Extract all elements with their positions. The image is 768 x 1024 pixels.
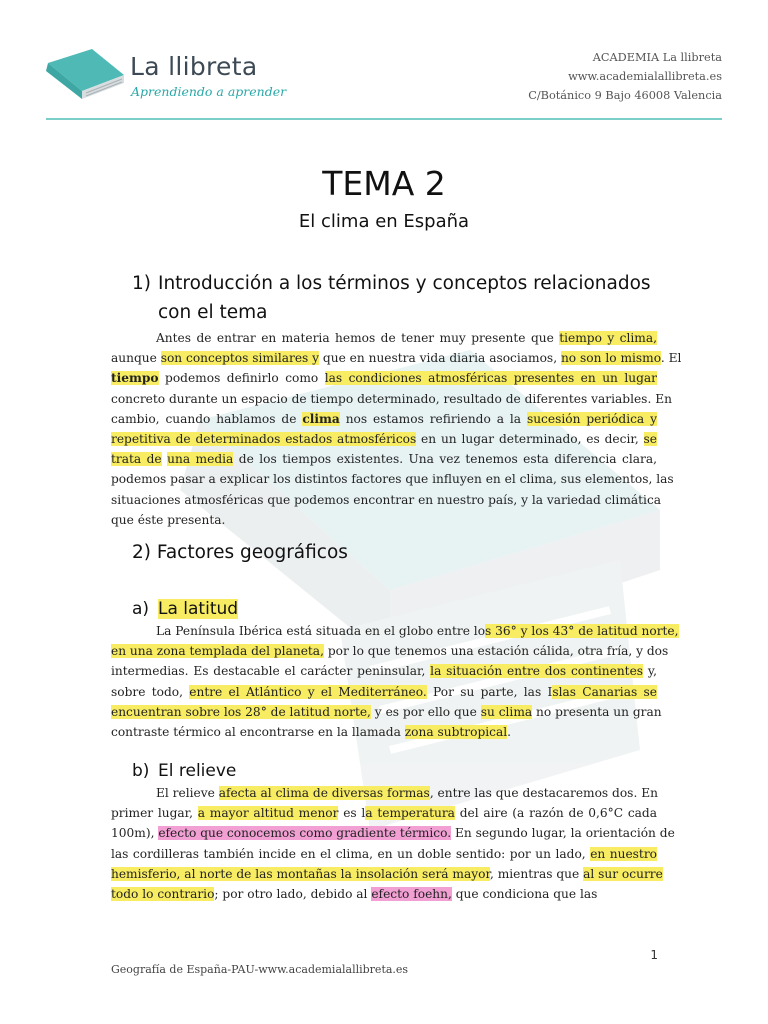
section-2-title: Factores geográficos: [156, 542, 348, 563]
highlight-yellow: a mayor altitud menor: [197, 806, 339, 821]
paragraph-line: 100m), efecto que conocemos como gradiente térmico. En segundo lugar, la orientación de: [111, 826, 675, 841]
section-1-title-line1: Introducción a los términos y conceptos relacionados: [158, 273, 651, 294]
highlight-yellow: en una zona templada del planeta,: [111, 644, 324, 659]
highlight-yellow: s 36° y los 43° de latitud norte,: [485, 624, 679, 638]
brand-slogan: Aprendiendo a aprender: [131, 84, 287, 99]
highlight-yellow: a temperatura: [365, 806, 455, 821]
paragraph-line: todo lo contrario; por otro lado, debido al efecto foehn, que condiciona que las: [111, 887, 598, 902]
page-header: [0, 0, 768, 125]
highlight-pink: efecto que conocemos como gradiente térmico.: [158, 826, 452, 841]
section-1-title-line2: con el tema: [158, 302, 268, 323]
subsection-b-label: b): [132, 761, 150, 781]
highlight-yellow: al sur ocurre: [583, 866, 663, 881]
section-2-number: 2): [132, 542, 151, 563]
highlight-yellow: trata de: [111, 452, 162, 467]
highlight-yellow: son conceptos similares y: [160, 351, 320, 366]
paragraph-line: situaciones atmosféricas que podemos encontrar en nuestro país, y la variedad climática: [111, 492, 662, 507]
paragraph-line: La Península Ibérica está situada en el globo entre los 36° y los 43° de latitud norte,: [156, 624, 679, 638]
paragraph-line: trata de una media de los tiempos existentes. Una vez tenemos esta diferencia clara,: [111, 452, 657, 467]
brand-name: La llibreta: [130, 52, 258, 81]
highlight-yellow: en nuestro: [590, 846, 657, 861]
page-title: TEMA 2: [322, 164, 446, 203]
subsection-a-title: La latitud: [158, 599, 239, 619]
highlight-yellow: tiempo: [111, 371, 159, 386]
subsection-b-heading: [132, 761, 236, 781]
highlight-yellow: todo lo contrario: [111, 887, 215, 902]
highlight-yellow: slas Canarias se: [552, 684, 657, 699]
page-footer: Geografía de España-PAU-www.academialallibreta.es: [111, 963, 409, 976]
highlight-yellow: tiempo y clima,: [559, 331, 657, 345]
paragraph-line: concreto durante un espacio de tiempo determinado, resultado de diferentes variables. En: [111, 391, 672, 406]
paragraph-line: en una zona templada del planeta, por lo que tenemos una estación cálida, otra fría, y dos: [111, 644, 669, 659]
contact-website: www.academialallibreta.es: [568, 70, 722, 83]
paragraph-line: cambio, cuando hablamos de clima nos estamos refiriendo a la sucesión periódica y: [111, 411, 657, 426]
highlight-yellow: sucesión periódica y: [526, 411, 657, 426]
paragraph-line: repetitiva de determinados estados atmosféricos en un lugar determinado, es decir, se: [111, 432, 657, 447]
header-divider: [46, 118, 722, 120]
section-1-heading: [132, 269, 672, 327]
subsection-a-heading: [132, 599, 238, 619]
highlight-yellow: repetitiva de determinados estados atmosféricos: [111, 432, 417, 447]
highlight-yellow: entre el Atlántico y el Mediterráneo.: [189, 684, 427, 699]
contact-block: [528, 48, 722, 105]
highlight-yellow: su clima: [480, 704, 533, 719]
paragraph-line: sobre todo, entre el Atlántico y el Mediterráneo. Por su parte, las Islas Canarias se: [111, 684, 657, 699]
highlight-yellow: no son lo mismo: [560, 351, 661, 366]
highlight-yellow: encuentran sobre los 28° de latitud norte,: [111, 704, 371, 719]
paragraph-line: encuentran sobre los 28° de latitud norte, y es por ello que su clima no presenta un gran: [111, 704, 662, 719]
section-1-paragraph: [111, 328, 682, 530]
highlight-yellow: hemisferio, al norte de las montañas la insolación será mayor: [111, 866, 490, 881]
paragraph-line: aunque son conceptos similares y que en nuestra vida diaria asociamos, no son lo mismo. El: [111, 351, 682, 366]
paragraph-line: contraste térmico al encontrarse en la llamada zona subtropical.: [111, 725, 512, 740]
highlight-yellow: se: [643, 432, 657, 447]
section-1-number: 1): [132, 273, 151, 294]
subsection-b-paragraph: [111, 783, 675, 904]
highlight-yellow: la situación entre dos continentes: [430, 664, 644, 679]
subsection-a-paragraph: [111, 621, 679, 742]
paragraph-line: Antes de entrar en materia hemos de tener muy presente que tiempo y clima,: [156, 331, 657, 345]
section-2-heading: [132, 542, 348, 563]
paragraph-line: primer lugar, a mayor altitud menor es la temperatura del aire (a razón de 0,6°C cada: [111, 806, 657, 821]
highlight-pink: efecto foehn,: [371, 887, 452, 902]
paragraph-line: tiempo podemos definirlo como las condiciones atmosféricas presentes en un lugar: [111, 371, 658, 386]
paragraph-line: que éste presenta.: [111, 512, 226, 527]
highlight-yellow: afecta al clima de diversas formas: [218, 786, 430, 800]
highlight-yellow: las condiciones atmosféricas presentes en un lugar: [324, 371, 658, 386]
paragraph-line: hemisferio, al norte de las montañas la insolación será mayor, mientras que al sur ocurre: [111, 866, 663, 881]
paragraph-line: El relieve afecta al clima de diversas formas, entre las que destacaremos dos. En: [156, 786, 658, 800]
contact-academy: ACADEMIA La llibreta: [592, 51, 722, 64]
subsection-b-title: El relieve: [158, 761, 237, 781]
paragraph-line: intermedias. Es destacable el carácter peninsular, la situación entre dos continentes y,: [111, 664, 657, 679]
paragraph-line: podemos pasar a explicar los distintos factores que influyen en el clima, sus elementos, las: [111, 472, 674, 487]
contact-address: C/Botánico 9 Bajo 46008 Valencia: [528, 89, 722, 102]
paragraph-line: las cordilleras también incide en el clima, en un doble sentido: por un lado, en nuestro: [111, 846, 657, 861]
highlight-yellow: una media: [167, 452, 234, 467]
subsection-a-label: a): [132, 599, 150, 619]
page-subtitle: El clima en España: [298, 211, 470, 232]
page-number: 1: [650, 948, 658, 962]
book-logo-icon: [44, 45, 128, 101]
highlight-yellow: zona subtropical: [404, 725, 508, 740]
highlight-yellow: clima: [302, 411, 340, 426]
